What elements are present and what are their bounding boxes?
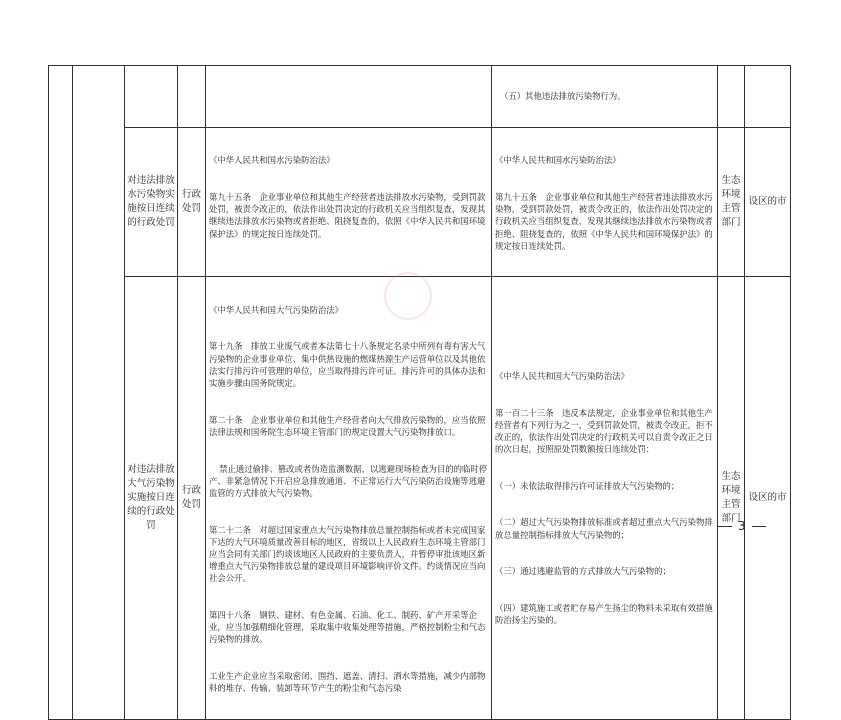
penalty-cell — [492, 66, 718, 128]
page-number-dash — [718, 526, 732, 527]
penalty-text: （五）其他违法排放污染物行为。 — [500, 91, 626, 102]
penalty-item: （二）超过大气污染物排放标准或者超过重点大气污染物排放总量控制指标排放大气污染物的； — [495, 517, 713, 540]
dept-label: 生态环境主管部门 — [721, 175, 741, 229]
basis-cell — [206, 128, 492, 277]
level-label: 设区的市 — [748, 196, 787, 208]
dept-label: 生态环境主管部门 — [721, 471, 741, 525]
category-cell — [178, 277, 206, 719]
penalty-law-title: 《中华人民共和国大气污染防治法》 — [495, 370, 629, 381]
category-label: 行政处罚 — [181, 485, 201, 511]
type-cell — [73, 66, 125, 720]
index-cell — [49, 66, 73, 720]
item-name-cell — [125, 66, 178, 128]
penalty-cell — [492, 128, 718, 277]
level-label: 设区的市 — [748, 492, 787, 504]
item-name: 对违法排放大气污染物实施按日连续的行政处罚 — [127, 464, 175, 532]
table-row — [49, 277, 791, 719]
category-cell — [178, 128, 206, 277]
item-name-cell — [125, 277, 178, 719]
basis-text: 第四十八条 钢铁、建材、有色金属、石油、化工、制药、矿产开采等企业，应当加强精细化管理，采取集中收集处理等措施，严格控制粉尘和气态污染物的排放。 — [209, 609, 486, 645]
category-cell — [178, 66, 206, 128]
penalty-text: 第一百二十三条 违反本法规定，企业事业单位和其他生产经营者有下列行为之一，受到罚款处罚，被责令改正，拒不改正的，依法作出处罚决定的行政机关可以自责令改正之日的次日起，按照原处罚数额按日连续处罚： — [495, 407, 713, 455]
basis-text: 第十九条 排放工业废气或者本法第七十八条规定名录中所列有毒有害大气污染物的企业事业单位、集中供热设施的燃煤热源生产运营单位以及其他依法实行排污许可管理的单位，应当取得排污许可证。排污许可的具体办法和实施步骤由国务院规定。 — [209, 341, 486, 389]
item-name-cell — [125, 128, 178, 277]
basis-cell — [206, 66, 492, 128]
basis-text: 第二十二条 对超过国家重点大气污染物排放总量控制指标或者未完成国家 下达的大气环境质量改善目标的地区，省级以上人民政府生态环境主管部门应当会同有关部门约谈该地区人民政府的主要负责人，并暂停审批该地区新增重点大气污染物排放总量的建设项目环境影响评价文件。约谈情况应当向社会公开。 — [209, 524, 494, 584]
penalty-item: （一）未依法取得排污许可证排放大气污染物的； — [495, 480, 680, 491]
level-cell — [745, 128, 791, 277]
dept-cell — [718, 128, 745, 277]
basis-text: 第二十条 企业事业单位和其他生产经营者向大气排放污染物的，应当依照法律法规和国务院生态环境主管部门的规定设置大气污染物排放口。 — [209, 414, 486, 437]
dept-cell — [718, 277, 745, 719]
basis-law-title: 《中华人民共和国水污染防治法》 — [209, 155, 335, 166]
page-number — [712, 519, 772, 533]
table-row — [49, 66, 791, 128]
penalty-item: （三）通过逃避监管的方式排放大气污染物的； — [495, 566, 671, 577]
basis-cell — [206, 277, 492, 719]
authority-table — [48, 65, 791, 720]
basis-text: 第九十五条 企业事业单位和其他生产经营者违法排放水污染物，受到罚款处罚，被责令改正的，依法作出处罚决定的行政机关应当组织复查，发现其继续违法排放水污染物或者拒绝、阻挠复查的，依照《中华人民共和国环境保护法》的规定按日连续处罚。 — [209, 192, 486, 239]
watermark-stamp — [384, 272, 432, 320]
dept-cell — [718, 66, 745, 128]
basis-law-title: 《中华人民共和国大气污染防治法》 — [209, 304, 343, 315]
level-cell — [745, 277, 791, 719]
item-name: 对违法排放水污染物实施按日连续的行政处罚 — [127, 175, 175, 229]
category-label: 行政处罚 — [181, 189, 201, 215]
page-number-value: 3 — [738, 519, 746, 533]
page-number-dash — [752, 526, 766, 527]
penalty-cell — [492, 277, 718, 719]
table-row — [49, 128, 791, 277]
penalty-item: （四）建筑施工或者贮存易产生扬尘的物料未采取有效措施防治扬尘污染的。 — [495, 602, 713, 626]
level-cell — [745, 66, 791, 128]
basis-text: 工业生产企业应当采取密闭、围挡、遮盖、清扫、洒水等措施，减少内部物料的堆存、传输、装卸等环节产生的粉尘和气态污染 — [209, 670, 486, 694]
penalty-text: 第九十五条 企业事业单位和其他生产经营者违法排放水污染物，受到罚款处罚，被责令改正的，依法作出处罚决定的行政机关应当组织复查，发现其继续违法排放水污染物或者拒绝、阻挠复查的，依照《中华人民共和国环境保护法》的规定按日连续处罚。 — [495, 192, 713, 251]
penalty-law-title: 《中华人民共和国水污染防治法》 — [495, 155, 621, 166]
basis-text: 禁止通过偷排、篡改或者伪造监测数据、以逃避现场检查为目的的临时停产、非紧急情况下开启应急排放通道、不正常运行大气污染防治设施等逃避监管的方式排放大气污染物。 — [209, 463, 488, 498]
